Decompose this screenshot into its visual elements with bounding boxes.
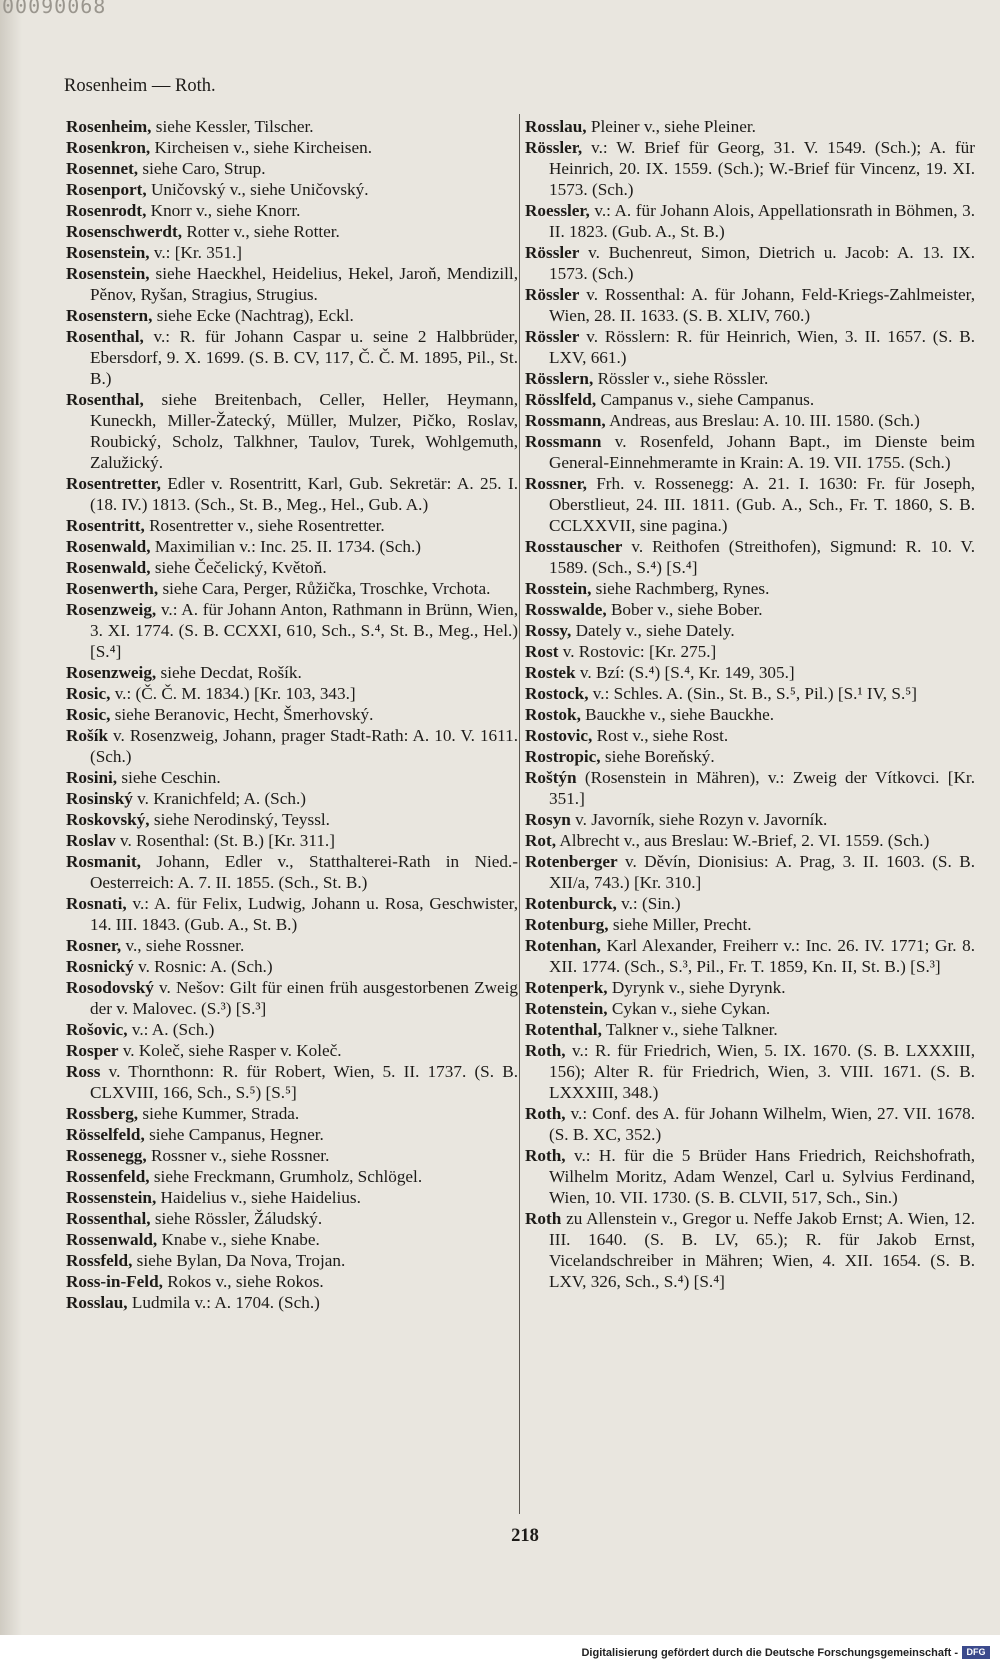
entry-text: v. Rosenthal: (St. B.) [Kr. 311.]: [115, 831, 335, 850]
dictionary-entry: [525, 851, 975, 893]
entry-text: Dyrynk v., siehe Dyrynk.: [607, 978, 786, 997]
dictionary-entry: [66, 851, 518, 893]
entry-text: siehe Decdat, Rošík.: [156, 663, 302, 682]
entry-headword: Roskovský,: [66, 810, 150, 829]
entry-headword: Rotenburg,: [525, 915, 609, 934]
entry-headword: Roth,: [525, 1104, 566, 1123]
dictionary-entry: [525, 1040, 975, 1103]
dictionary-entry: [66, 179, 518, 200]
dictionary-entry: [66, 305, 518, 326]
entry-text: Knabe v., siehe Knabe.: [157, 1230, 320, 1249]
entry-headword: Roth,: [525, 1146, 566, 1165]
entry-headword: Rossner,: [525, 474, 587, 493]
entry-text: Bauckhe v., siehe Bauckhe.: [580, 705, 775, 724]
entry-headword: Rosstauscher: [525, 537, 623, 556]
page-edge-shadow: [0, 0, 22, 1635]
entry-headword: Rosic,: [66, 684, 111, 703]
entry-headword: Roessler,: [525, 201, 590, 220]
entry-text: siehe Čečelický, Květoň.: [150, 558, 327, 577]
entry-headword: Rössler: [525, 327, 580, 346]
dictionary-entry: [525, 935, 975, 977]
entry-headword: Rosnický: [66, 957, 134, 976]
entry-text: siehe Campanus, Hegner.: [144, 1125, 324, 1144]
entry-headword: Rosentritt,: [66, 516, 145, 535]
dictionary-entry: [525, 242, 975, 284]
entry-headword: Rošovic,: [66, 1020, 128, 1039]
dictionary-entry: [66, 788, 518, 809]
entry-headword: Rosmanit,: [66, 852, 141, 871]
dictionary-entry: [66, 1229, 518, 1250]
dictionary-entry: [525, 473, 975, 536]
entry-headword: Rösslern,: [525, 369, 594, 388]
entry-text: v. Nešov: Gilt für einen früh ausgestorbenen Zweig der v. Malovec. (S.³) [S.³]: [90, 978, 518, 1018]
entry-text: siehe Freckmann, Grumholz, Schlögel.: [149, 1167, 423, 1186]
dictionary-entry: [525, 683, 975, 704]
dictionary-entry: [66, 809, 518, 830]
dictionary-entry: [525, 641, 975, 662]
entry-headword: Ross: [66, 1062, 101, 1081]
entry-text: Campanus v., siehe Campanus.: [596, 390, 815, 409]
entry-headword: Rotenhan,: [525, 936, 601, 955]
dictionary-entry: [66, 1103, 518, 1124]
dictionary-entry: [66, 1250, 518, 1271]
entry-text: Rost v., siehe Rost.: [592, 726, 729, 745]
dictionary-entry: [66, 263, 518, 305]
entry-text: v.: H. für die 5 Brüder Hans Friedrich, Reichshofrath, Wilhelm Moritz, Adam Wenzel, Carl u. Sylvius Ferdinand, Wien, 10. VII. 1730. (S. B. CLVII, 517, Sch., Sin.): [549, 1146, 975, 1207]
entry-headword: Rössler,: [525, 138, 583, 157]
entry-headword: Rossenfeld,: [66, 1167, 150, 1186]
entry-text: Rossner v., siehe Rossner.: [146, 1146, 330, 1165]
entry-text: Johann, Edler v., Statthalterei-Rath in Nied.-Oesterreich: A. 7. II. 1855. (Sch., St. B.): [90, 852, 518, 892]
entry-text: Ludmila v.: A. 1704. (Sch.): [127, 1293, 320, 1312]
entry-text: Rosentretter v., siehe Rosentretter.: [144, 516, 385, 535]
dictionary-entry: [525, 977, 975, 998]
dictionary-entry: [66, 221, 518, 242]
entry-headword: Rosper: [66, 1041, 119, 1060]
dictionary-entry: [66, 725, 518, 767]
entry-headword: Rosenschwerdt,: [66, 222, 183, 241]
dictionary-entry: [66, 1145, 518, 1166]
entry-headword: Rosinský: [66, 789, 133, 808]
dictionary-entry: [66, 1187, 518, 1208]
dictionary-entry: [66, 536, 518, 557]
entry-text: zu Allenstein v., Gregor u. Neffe Jakob Ernst; A. Wien, 12. III. 1640. (S. B. LV, 65.); R. für Jakob Ernst, Vicelandschreiber in Mähren; Wien, 4. XII. 1654. (S. B. LXV, 326, Sch., S.⁴) [S.⁴]: [549, 1209, 975, 1291]
entry-headword: Rosenthal,: [66, 390, 144, 409]
entry-text: v. Rostovic: [Kr. 275.]: [558, 642, 717, 661]
dictionary-entry: [525, 830, 975, 851]
entry-text: v. Děvín, Dionisius: A. Prag, 3. II. 1603. (S. B. XII/a, 743.) [Kr. 310.]: [549, 852, 975, 892]
catalog-id: 00090068: [2, 0, 107, 18]
entry-text: siehe Cara, Perger, Růžička, Troschke, Vrchota.: [158, 579, 491, 598]
dictionary-entry: [525, 326, 975, 368]
entry-headword: Rotenstein,: [525, 999, 608, 1018]
dictionary-entry: [66, 137, 518, 158]
entry-text: v.: A. für Johann Alois, Appellationsrath in Böhmen, 3. II. 1823. (Gub. A., St. B.): [549, 201, 975, 241]
dictionary-entry: [525, 893, 975, 914]
dfg-logo: DFG: [962, 1646, 990, 1659]
dictionary-entry: [66, 683, 518, 704]
entry-text: siehe Beranovic, Hecht, Šmerhovský.: [110, 705, 374, 724]
entry-text: v. Bzí: (S.⁴) [S.⁴, Kr. 149, 305.]: [575, 663, 795, 682]
entry-text: Kircheisen v., siehe Kircheisen.: [150, 138, 372, 157]
dictionary-entry: [66, 767, 518, 788]
dictionary-entry: [66, 1292, 518, 1313]
entry-text: Rössler v., siehe Rössler.: [593, 369, 769, 388]
digitization-credit: Digitalisierung gefördert durch die Deutsche Forschungsgemeinschaft -: [581, 1647, 958, 1659]
entry-text: Talkner v., siehe Talkner.: [601, 1020, 778, 1039]
entry-text: Maximilian v.: Inc. 25. II. 1734. (Sch.): [150, 537, 422, 556]
entry-text: Karl Alexander, Freiherr v.: Inc. 26. IV. 1771; Gr. 8. XII. 1774. (Sch., S.³, Pil., Fr. T. 1859, Kn. II, St. B.) [S.³]: [549, 936, 975, 976]
dictionary-entry: [525, 662, 975, 683]
entry-text: Andreas, aus Breslau: A. 10. III. 1580. (Sch.): [605, 411, 920, 430]
entry-headword: Rossenegg,: [66, 1146, 147, 1165]
left-column: [66, 116, 518, 1313]
entry-headword: Ross-in-Feld,: [66, 1272, 163, 1291]
entry-headword: Rosenheim,: [66, 117, 152, 136]
entry-text: siehe Ceschin.: [117, 768, 221, 787]
dictionary-entry: [66, 515, 518, 536]
entry-text: siehe Miller, Precht.: [608, 915, 752, 934]
entry-text: Edler v. Rosentritt, Karl, Gub. Sekretär: A. 25. I. (18. IV.) 1813. (Sch., St. B., Meg., Hel., Gub. A.): [90, 474, 518, 514]
entry-headword: Rostek: [525, 663, 576, 682]
entry-headword: Roštýn: [525, 768, 577, 787]
entry-headword: Rosentretter,: [66, 474, 161, 493]
entry-text: v. Javorník, siehe Rozyn v. Javorník.: [570, 810, 828, 829]
entry-text: Rokos v., siehe Rokos.: [162, 1272, 324, 1291]
dictionary-entry: [66, 578, 518, 599]
entry-headword: Rotenthal,: [525, 1020, 602, 1039]
entry-headword: Rosnati,: [66, 894, 127, 913]
entry-text: v. Rosnic: A. (Sch.): [133, 957, 273, 976]
entry-text: v.: (Sin.): [616, 894, 681, 913]
entry-headword: Rotenburck,: [525, 894, 617, 913]
dictionary-entry: [525, 1019, 975, 1040]
entry-headword: Roth,: [525, 1041, 566, 1060]
entry-text: v.: A. für Johann Anton, Rathmann in Brünn, Wien, 3. XI. 1774. (S. B. CCXXI, 610, Sch., S.⁴, St. B., Meg., Hel.) [S.⁴]: [90, 600, 518, 661]
dictionary-entry: [66, 473, 518, 515]
dictionary-entry: [66, 557, 518, 578]
dictionary-entry: [66, 599, 518, 662]
entry-headword: Rostok,: [525, 705, 581, 724]
entry-text: v., siehe Rossner.: [121, 936, 245, 955]
entry-text: Uničovský v., siehe Uničovský.: [146, 180, 369, 199]
entry-headword: Rosennet,: [66, 159, 139, 178]
entry-headword: Rossmann,: [525, 411, 606, 430]
dictionary-entry: [66, 662, 518, 683]
dictionary-entry: [66, 1061, 518, 1103]
dictionary-entry: [66, 1166, 518, 1187]
entry-headword: Rosini,: [66, 768, 118, 787]
entry-headword: Roslav: [66, 831, 116, 850]
entry-text: v. Kranichfeld; A. (Sch.): [132, 789, 306, 808]
entry-headword: Rossberg,: [66, 1104, 139, 1123]
entry-text: v.: A. (Sch.): [127, 1020, 215, 1039]
entry-text: siehe Caro, Strup.: [138, 159, 266, 178]
dictionary-entry: [525, 536, 975, 578]
entry-headword: Rosyn: [525, 810, 571, 829]
dictionary-entry: [66, 704, 518, 725]
dictionary-entry: [66, 200, 518, 221]
entry-headword: Roth: [525, 1209, 562, 1228]
entry-headword: Rot,: [525, 831, 557, 850]
column-divider: [519, 114, 520, 1514]
dictionary-entry: [525, 137, 975, 200]
dictionary-entry: [525, 620, 975, 641]
entry-text: Albrecht v., aus Breslau: W.-Brief, 2. VI. 1559. (Sch.): [556, 831, 930, 850]
entry-headword: Rösslfeld,: [525, 390, 597, 409]
entry-headword: Rossenthal,: [66, 1209, 151, 1228]
entry-text: siehe Kessler, Tilscher.: [151, 117, 314, 136]
entry-text: siehe Nerodinský, Teyssl.: [149, 810, 330, 829]
dictionary-entry: [66, 389, 518, 473]
entry-text: v.: R. für Johann Caspar u. seine 2 Halbbrüder, Ebersdorf, 9. X. 1699. (S. B. CV, 117, Č. Č. M. 1895, Pil., St. B.): [90, 327, 518, 388]
entry-headword: Rossfeld,: [66, 1251, 133, 1270]
entry-headword: Rosenwald,: [66, 537, 151, 556]
entry-text: v.: (Č. Č. M. 1834.) [Kr. 103, 343.]: [110, 684, 356, 703]
entry-headword: Rotenperk,: [525, 978, 608, 997]
dictionary-entry: [66, 1124, 518, 1145]
page-number: 218: [511, 1526, 539, 1546]
entry-headword: Rössler: [525, 243, 580, 262]
entry-text: Bober v., siehe Bober.: [606, 600, 763, 619]
dictionary-entry: [525, 704, 975, 725]
entry-headword: Rossenstein,: [66, 1188, 157, 1207]
entry-text: siehe Breitenbach, Celler, Heller, Heymann, Kuneckh, Miller-Žatecký, Müller, Mulzer, Pičko, Roslav, Roubický, Scholz, Talkhner, Taulov, Turek, Wohlgemuth, Zalužický.: [90, 390, 518, 472]
entry-headword: Rosstein,: [525, 579, 592, 598]
dictionary-entry: [66, 116, 518, 137]
dictionary-entry: [525, 767, 975, 809]
dictionary-entry: [66, 326, 518, 389]
dictionary-entry: [525, 746, 975, 767]
entry-headword: Rosenport,: [66, 180, 147, 199]
entry-headword: Rosslau,: [525, 117, 587, 136]
entry-text: v. Buchenreut, Simon, Dietrich u. Jacob: A. 13. IX. 1573. (Sch.): [549, 243, 975, 283]
entry-headword: Rosenstein,: [66, 264, 150, 283]
dictionary-entry: [525, 599, 975, 620]
entry-headword: Rosswalde,: [525, 600, 607, 619]
entry-text: v.: A. für Felix, Ludwig, Johann u. Rosa, Geschwister, 14. III. 1843. (Gub. A., St. B.): [90, 894, 518, 934]
entry-text: v.: [Kr. 351.]: [149, 243, 243, 262]
entry-text: v. Reithofen (Streithofen), Sigmund: R. 10. V. 1589. (Sch., S.⁴) [S.⁴]: [549, 537, 975, 577]
dictionary-entry: [525, 998, 975, 1019]
entry-headword: Rosner,: [66, 936, 122, 955]
entry-headword: Rosenthal,: [66, 327, 144, 346]
entry-text: v. Koleč, siehe Rasper v. Koleč.: [118, 1041, 342, 1060]
dictionary-entry: [525, 725, 975, 746]
dictionary-entry: [525, 284, 975, 326]
entry-text: Pleiner v., siehe Pleiner.: [586, 117, 756, 136]
entry-headword: Rostropic,: [525, 747, 601, 766]
dictionary-entry: [525, 389, 975, 410]
entry-text: v.: Conf. des A. für Johann Wilhelm, Wien, 27. VII. 1678. (S. B. XC, 352.): [549, 1104, 975, 1144]
entry-text: v. Rosenfeld, Johann Bapt., im Dienste beim General-Einnehmeramte in Krain: A. 19. VII. 1755. (Sch.): [549, 432, 975, 472]
entry-text: v. Rosenzweig, Johann, prager Stadt-Rath: A. 10. V. 1611. (Sch.): [90, 726, 518, 766]
entry-text: v. Rossenthal: A. für Johann, Feld-Kriegs-Zahlmeister, Wien, 28. II. 1633. (S. B. XLIV, 760.): [549, 285, 975, 325]
entry-headword: Rosodovský: [66, 978, 154, 997]
entry-headword: Rotenberger: [525, 852, 618, 871]
right-column: [525, 116, 975, 1292]
entry-headword: Rosslau,: [66, 1293, 128, 1312]
dictionary-entry: [66, 977, 518, 1019]
dictionary-entry: [66, 1208, 518, 1229]
dictionary-entry: [66, 1271, 518, 1292]
entry-headword: Rosenwerth,: [66, 579, 159, 598]
entry-text: Frh. v. Rossenegg: A. 21. I. 1630: Fr. für Joseph, Oberstlieut, 24. III. 1811. (Gub. A., Sch., Fr. T. 1860, S. B. CCLXXVII, sine pagina.): [549, 474, 975, 535]
entry-headword: Rossy,: [525, 621, 572, 640]
dictionary-entry: [66, 1019, 518, 1040]
entry-headword: Rosenzweig,: [66, 663, 157, 682]
dictionary-entry: [525, 410, 975, 431]
entry-text: v. Rösslern: R. für Heinrich, Wien, 3. II. 1657. (S. B. LXV, 661.): [549, 327, 975, 367]
entry-text: siehe Rössler, Žáludský.: [150, 1209, 323, 1228]
entry-headword: Rostock,: [525, 684, 589, 703]
dictionary-entry: [525, 1103, 975, 1145]
dictionary-entry: [66, 893, 518, 935]
entry-headword: Rosenrodt,: [66, 201, 147, 220]
dictionary-entry: [525, 116, 975, 137]
entry-text: Dately v., siehe Dately.: [571, 621, 735, 640]
dictionary-entry: [525, 809, 975, 830]
dictionary-entry: [525, 200, 975, 242]
entry-text: Rotter v., siehe Rotter.: [182, 222, 340, 241]
entry-headword: Rossenwald,: [66, 1230, 158, 1249]
dictionary-entry: [66, 956, 518, 977]
entry-text: (Rosenstein in Mähren), v.: Zweig der Vítkovci. [Kr. 351.]: [549, 768, 975, 808]
dictionary-entry: [525, 914, 975, 935]
entry-headword: Rošík: [66, 726, 109, 745]
entry-text: Haidelius v., siehe Haidelius.: [156, 1188, 361, 1207]
dictionary-entry: [525, 578, 975, 599]
entry-text: siehe Haeckhel, Heidelius, Hekel, Jaroň, Mendizill, Pěnov, Ryšan, Stragius, Strugius.: [90, 264, 518, 304]
entry-text: siehe Kummer, Strada.: [138, 1104, 300, 1123]
entry-text: siehe Boreňský.: [600, 747, 715, 766]
entry-headword: Rostovic,: [525, 726, 593, 745]
dictionary-entry: [66, 1040, 518, 1061]
entry-text: v.: W. Brief für Georg, 31. V. 1549. (Sch.); A. für Heinrich, 20. IX. 1559. (Sch.); W.-Brief für Vincenz, 19. XI. 1573. (Sch.): [549, 138, 975, 199]
entry-text: Knorr v., siehe Knorr.: [146, 201, 301, 220]
entry-text: v. Thornthonn: R. für Robert, Wien, 5. II. 1737. (S. B. CLXVIII, 166, Sch., S.⁵) [S.⁵]: [90, 1062, 518, 1102]
entry-text: siehe Rachmberg, Rynes.: [591, 579, 770, 598]
entry-text: siehe Bylan, Da Nova, Trojan.: [132, 1251, 346, 1270]
entry-headword: Rosic,: [66, 705, 111, 724]
dictionary-entry: [66, 830, 518, 851]
entry-headword: Rösselfeld,: [66, 1125, 145, 1144]
entry-headword: Rost: [525, 642, 559, 661]
dictionary-entry: [525, 431, 975, 473]
dictionary-entry: [525, 368, 975, 389]
entry-text: Cykan v., siehe Cykan.: [607, 999, 771, 1018]
entry-text: v.: R. für Friedrich, Wien, 5. IX. 1670. (S. B. LXXXIII, 156); Alter R. für Friedrich, Wien, 3. VIII. 1671. (S. B. LXXXIII, 348.): [549, 1041, 975, 1102]
dictionary-entry: [525, 1145, 975, 1208]
entry-text: siehe Ecke (Nachtrag), Eckl.: [152, 306, 354, 325]
entry-text: v.: Schles. A. (Sin., St. B., S.⁵, Pil.) [S.¹ IV, S.⁵]: [588, 684, 917, 703]
running-head: Rosenheim — Roth.: [64, 76, 216, 96]
entry-headword: Rosenwald,: [66, 558, 151, 577]
dictionary-entry: [66, 158, 518, 179]
entry-headword: Rosenkron,: [66, 138, 151, 157]
entry-headword: Rosenstein,: [66, 243, 150, 262]
dictionary-entry: [66, 242, 518, 263]
entry-headword: Rössler: [525, 285, 580, 304]
dictionary-entry: [66, 935, 518, 956]
entry-headword: Rosenstern,: [66, 306, 153, 325]
entry-headword: Rosenzweig,: [66, 600, 157, 619]
dictionary-entry: [525, 1208, 975, 1292]
entry-headword: Rossmann: [525, 432, 602, 451]
